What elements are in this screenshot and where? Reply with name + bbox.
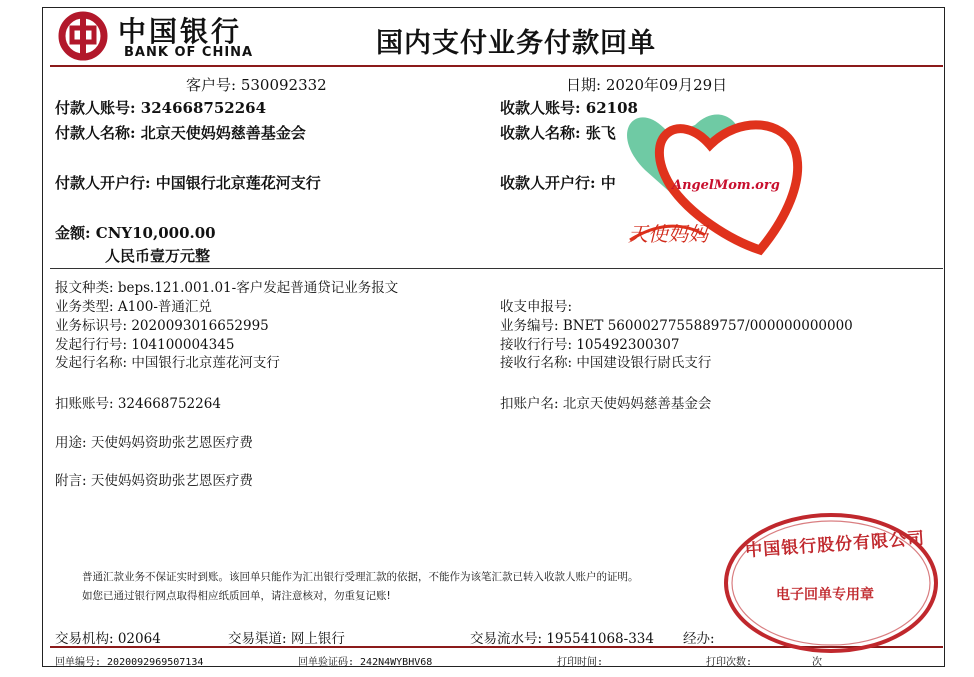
seal-center-text: 电子回单专用章 [776, 587, 874, 603]
payer-account: 付款人账号: 324668752264 [55, 99, 267, 117]
disclaimer-line-1: 普通汇款业务不保证实时到账。该回单只能作为汇出银行受理汇款的依据，不能作为该笔汇款已转入收款人账户的证明。 [82, 571, 639, 583]
amount-uppercase: 人民币壹万元整 [105, 247, 211, 265]
section-divider [50, 268, 943, 269]
payee-name: 收款人名称: 张飞 [500, 124, 616, 142]
debit-name: 扣账户名: 北京天使妈妈慈善基金会 [500, 396, 712, 412]
declaration-number: 收支申报号: [500, 299, 573, 315]
transaction-serial: 交易流水号: 195541068-334 [470, 631, 654, 647]
print-count-unit: 次 [812, 657, 822, 668]
amount-value: 金额: CNY10,000.00 [55, 224, 216, 242]
customer-number: 客户号: 530092332 [186, 76, 327, 94]
transaction-channel: 交易渠道: 网上银行 [228, 631, 345, 647]
print-count: 打印次数: [706, 657, 753, 668]
verify-code: 回单验证码: 242N4WYBHV68 [298, 657, 433, 668]
debit-account: 扣账账号: 324668752264 [55, 396, 221, 412]
receiving-bank-code: 接收行行号: 105492300307 [500, 337, 680, 353]
purpose: 用途: 天使妈妈资助张艺恩医疗费 [55, 435, 253, 451]
payee-account: 收款人账号: 62108 [500, 99, 638, 117]
payer-bank: 付款人开户行: 中国银行北京莲花河支行 [55, 174, 321, 192]
bank-name-cn: 中国银行 [118, 15, 243, 48]
message-type: 报文种类: beps.121.001.01-客户发起普通贷记业务报文 [55, 280, 399, 296]
bank-of-china-logo-icon [58, 11, 108, 61]
print-time: 打印时间: [557, 657, 604, 668]
payee-bank: 收款人开户行: 中 [500, 174, 616, 192]
transaction-org: 交易机构: 02064 [55, 631, 161, 647]
seal-ring-text: 中国银行股份有限公司 [744, 528, 926, 562]
payer-name: 付款人名称: 北京天使妈妈慈善基金会 [55, 124, 306, 142]
business-id: 业务标识号: 2020093016652995 [55, 318, 269, 334]
receiving-bank-name: 接收行名称: 中国建设银行尉氏支行 [500, 355, 712, 371]
angelmom-site: AngelMom.org [672, 178, 780, 193]
bank-name-en: BANK OF CHINA [124, 45, 254, 60]
receipt-number: 回单编号: 2020092969507134 [55, 657, 204, 668]
disclaimer-line-2: 如您已通过银行网点取得相应纸质回单，请注意核对，勿重复记账! [82, 590, 391, 602]
page-title: 国内支付业务付款回单 [376, 28, 656, 59]
originating-bank-code: 发起行行号: 104100004345 [55, 337, 235, 353]
handler: 经办: [683, 631, 715, 647]
business-number: 业务编号: BNET 5600027755889757/000000000000 [500, 318, 853, 334]
note: 附言: 天使妈妈资助张艺恩医疗费 [55, 473, 253, 489]
business-type: 业务类型: A100-普通汇兑 [55, 299, 212, 315]
originating-bank-name: 发起行名称: 中国银行北京莲花河支行 [55, 355, 280, 371]
header-divider [50, 65, 943, 67]
angelmom-name: 天使妈妈 [628, 222, 708, 246]
receipt-date: 日期: 2020年09月29日 [566, 76, 728, 94]
